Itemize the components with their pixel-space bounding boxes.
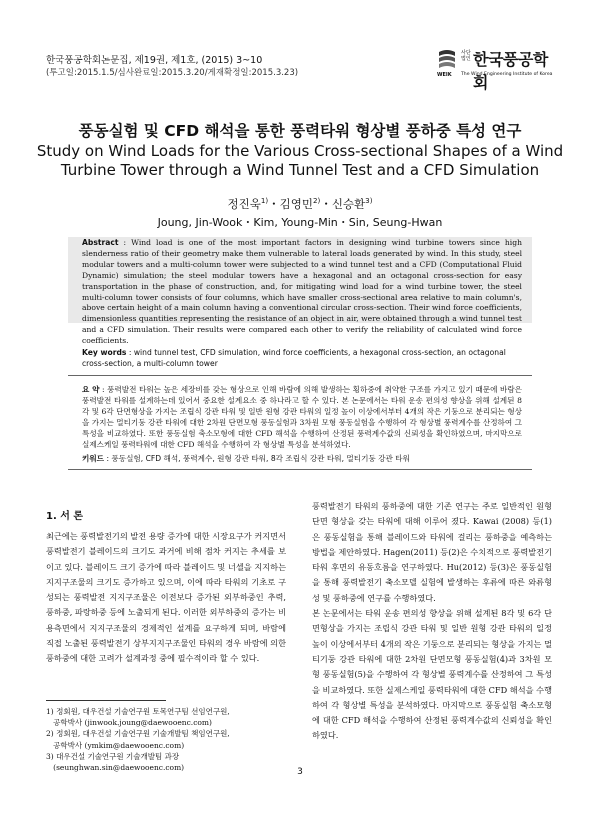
keywords-label: Key words: [82, 348, 127, 357]
korean-abstract-label: 요 약: [82, 385, 100, 394]
journal-citation: 한국풍공학회논문집, 제19권, 제1호, (2015) 3~10: [46, 55, 263, 66]
footnote-divider: [46, 700, 166, 701]
korean-keywords-text: : 풍동실험, CFD 해석, 풍력계수, 원형 강관 타워, 8각 조립식 강관 타워, 멀티기둥 강관 타워: [106, 454, 410, 463]
korean-abstract-text: : 풍력발전 타워는 높은 세장비를 갖는 형상으로 인해 바람에 의해 발생하는 횡하중에 취약한 구조를 가지고 있기 때문에 바람은 풍력발전 타워를 설계하는데 있어서 중요한 설계요소 중 하나라고 할 수 있다. 본 논문에서는 타워 운송 편의성 향상을 위해 설계된 8각 및 6각 단면형상을 가지는 조립식 강관 타워 및 일반 원형 강관 타워의 일정 높이 이상에서부터 4개의 작은 기둥으로 분리되는 형상을 가지는 멀티기둥 강관 타워에 대한 2차원 단면모형 풍동실험과 3차원 모형 풍동실험을 수행하여 각 형상별 풍력계수를 산정하여 그 특성을 비교하였다. 또한 풍동실험 축소모형에 대한 CFD 해석을 수행하여 산정된 풍력계수값의 신뢰성을 확인하였으며, 마지막으로 실제스케일 풍력타워에 대한 CFD 해석을 수행하여 각 형상별 특성을 분석하였다.: [82, 385, 522, 450]
abstract-label: Abstract: [82, 238, 119, 247]
logo-name: 한국풍공학회: [473, 50, 548, 92]
footnote-line: 2) 정회원, 대우건설 기술연구원 기술개발팀 책임연구원,: [46, 729, 230, 739]
weik-logo-icon: [437, 48, 457, 70]
korean-abstract: [82, 384, 522, 451]
logo-abbr: WEIK: [437, 72, 452, 78]
logo-small-text: 사단 법인: [461, 50, 471, 62]
submission-dates: (투고일:2015.1.5/심사완료일:2015.3.20/게재확정일:2015.3.23): [46, 68, 299, 78]
footnote-line: 공학박사 (ymkim@daewooenc.com): [46, 740, 185, 750]
abstract-text: : Wind load is one of the most important factors in designing wind turbine towers since high slenderness ratio of their geometry make them vulnerable to lateral loads generated by wind. In this study, steel modular towers and a multi-column tower were subjected to a wind tunnel test and a CFD (Computational Fluid Dynamic) simulation; the steel modular towers have a hexagonal and an octagonal cross-section for easy transportation in the phase of construction, and, for mitigating wind load for a wind turbine tower, the steel multi-column tower consists of four columns, which have smaller cross-sectional area relative to main column's, above certain height of a main column having a conventional circular cross-section. Their wind force coefficients, dimensionless quantities representing the resistance of an object in air, were obtained through a wind tunnel test and a CFD simulation. Their results were compared each other to verify the reliability of calculated wind force coefficients.: [82, 238, 522, 346]
footnote-line: 공학박사 (jinwook.joung@daewooenc.com): [46, 718, 212, 728]
keywords-text: : wind tunnel test, CFD simulation, wind force coefficients, a hexagonal cross-section, an octagonal cross-section, a multi-column tower: [82, 348, 506, 368]
footnote-line: 1) 정회원, 대우건설 기술연구원 토목연구팀 선임연구원,: [46, 707, 230, 716]
korean-keywords-label: 키워드: [82, 454, 105, 463]
intro-right-column: 풍력발전기 타워의 풍하중에 대한 기존 연구는 주로 일반적인 원형 단면 형상을 갖는 타워에 대해 이루어 졌다. Kawai (2008) 등(1)은 풍동실험을 통해 블레이드와 타워에 걸리는 풍하중을 예측하는 방법을 제안하였다. Hagen(2011) 등(2)은 수치적으로 풍력발전기 타워 후면의 유동흐름을 연구하였다. Hu(2012) 등(3)은 풍동실험을 통해 풍력발전기 축소모델 실험에 발생하는 후류에 따른 와류형성 및 풍하중에 연구를 수행하였다. 본 논문에서는 타워 운송 편의성 향상을 위해 설계된 8각 및 6각 단면형상을 가지는 조립식 강관 타워 및 일반 원형 강관 타워의 일정 높이 이상에서부터 4개의 작은 기둥으로 분리되는 형상을 가지는 멀티기둥 강관 타워에 대한 2차원 단면모형 풍동실험(4)과 3차원 모형 풍동실험(5)을 수행하여 각 형상별 풍력계수를 산정하여 그 특성을 비교하였다. 또한 실제스케일 풍력타워에 대한 CFD 해석을 수행하여 각 형상별 특성을 분석하였다. 마지막으로 풍동실험 축소모형에 대한 CFD 해석을 수행하여 산정된 풍력계수값의 신뢰성을 확인하였다.: [312, 501, 553, 741]
footnotes: [46, 706, 296, 773]
authors-english: Joung, Jin-Wook・Kim, Young-Min・Sin, Seung-Hwan: [157, 216, 443, 229]
divider: [68, 469, 532, 470]
footnote-line: 3) 대우건설 기술연구원 기술개발팀 과장: [46, 751, 180, 761]
society-logo: [437, 46, 557, 92]
abstract: [82, 238, 522, 347]
footnote-line: (seunghwan.sin@daewooenc.com): [46, 763, 185, 773]
intro-left-column: 최근에는 풍력발전기의 발전 용량 증가에 대한 시장요구가 커지면서 풍력발전기 블레이드의 크기도 과거에 비해 점차 커지는 추세를 보이고 있다. 블레이드 크기 증가에 따라 블레이드 및 너셀을 지지하는 지지구조물의 크기도 증가하고 있으며, 이에 따라 타워의 기초로 구성되는 풍력발전 지지구조물은 이전보다 증가된 외부하중인 추력, 풍하중, 파랑하중 등에 노출되게 된다. 이러한 외부하중의 증가는 비용측면에서 지지구조물의 경제적인 설계를 요구하게 되며, 바람에 직접 노출된 풍력발전기 상부지지구조물인 타워의 경우 바람에 의한 풍하중에 대한 고려가 설계과정 중에 필수적이라 할 수 있다.: [46, 531, 286, 664]
logo-english: The Wind Engineering Institute of Korea: [461, 72, 553, 77]
section-heading: 1. 서 론: [46, 511, 84, 522]
title-english: Study on Wind Loads for the Various Cross-sectional Shapes of a Wind Turbine Tower through a Wind Tunnel Test and a CFD Simulation: [36, 142, 564, 179]
page-number: 3: [297, 767, 303, 777]
authors-korean: 정진욱$^{1)}$・김영민$^{2)}$・신승환$^{3)}$: [227, 196, 373, 211]
korean-keywords: [82, 453, 522, 464]
title-korean: 풍동실험 및 CFD 해석을 통한 풍력타워 형상별 풍하중 특성 연구: [78, 122, 522, 140]
keywords: [82, 348, 522, 370]
divider: [68, 375, 532, 376]
